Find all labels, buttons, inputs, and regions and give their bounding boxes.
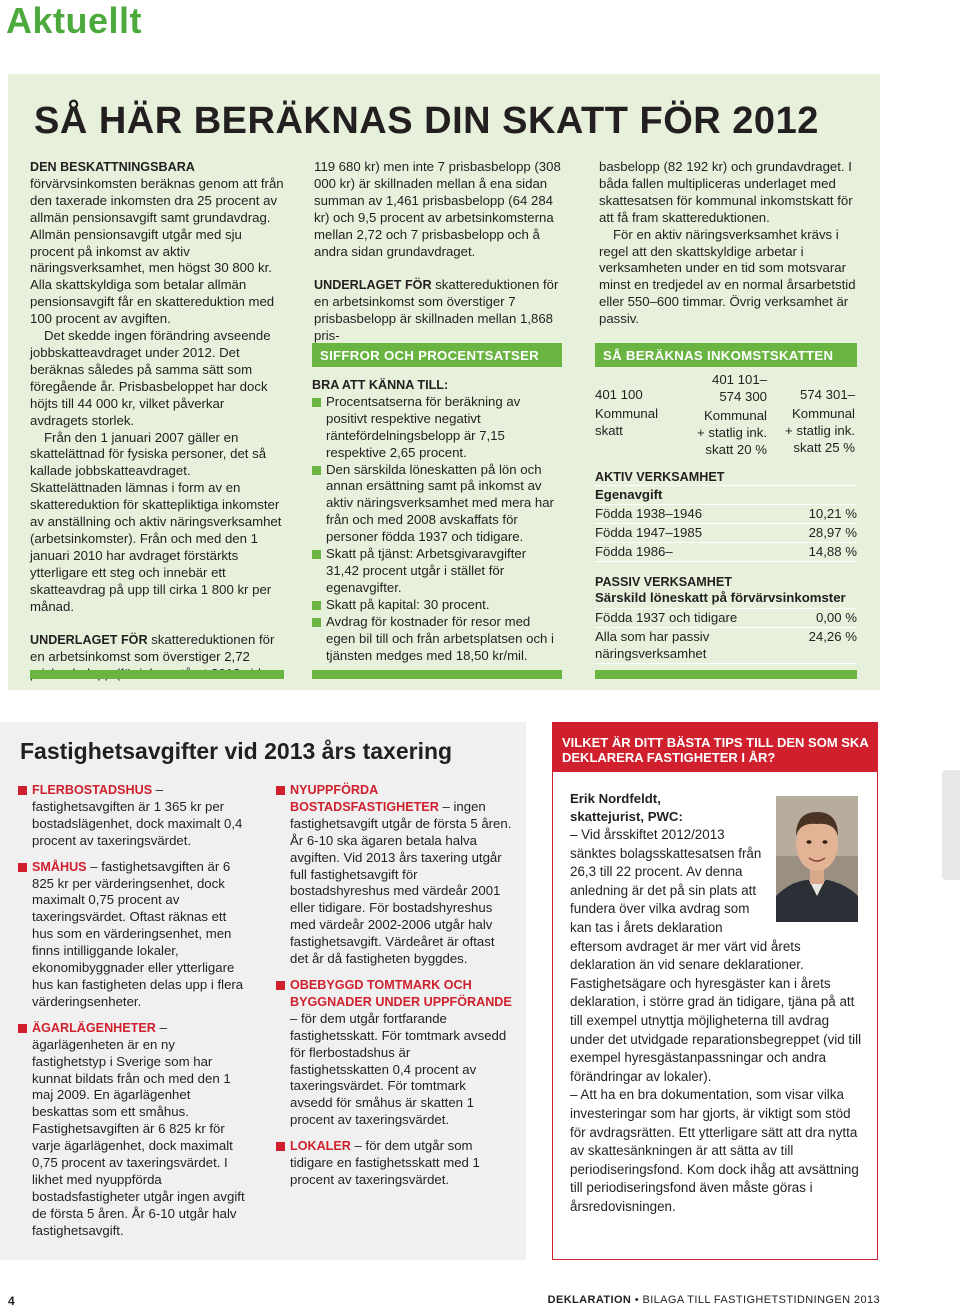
page-number: 4	[8, 1294, 15, 1306]
table-title: PASSIV VERKSAMHET	[595, 575, 732, 589]
paragraph: Det skedde ingen förändring avseende jobbskatteavdraget under 2012. Det beräknas således på samma sätt som föregående år. Prisbasbeloppet har dock höjts till 44 000 kr, vilket påverkar avdragets storlek.	[30, 328, 271, 428]
table-row	[595, 505, 857, 524]
page-title: SÅ HÄR BERÄKNAS DIN SKATT FÖR 2012	[34, 100, 819, 142]
row-label-line: Alla som har passiv	[595, 629, 710, 644]
table-row	[595, 543, 857, 562]
paragraph: För en aktiv näringsverksamhet krävs i regel att den skattskyldige arbetar i verksamheten under en tid som motsvarar minst en tredjedel av en normal årsarbetstid eller 550–600 timmar. Övrig verksamhet är passiv.	[599, 226, 856, 327]
row-value: 14,88 %	[808, 544, 857, 559]
paragraph: 119 680 kr) men inte 7 prisbasbelopp (308 000 kr) är skillnaden mellan å ena sidan summan av 1,461 prisbasbelopp (64 284 kr) och 9,5 procent av arbetsinkomsterna mellan 2,72 och 7 prisbasbelopp och å andra sidan grundavdraget.	[314, 159, 561, 259]
lead-in: UNDERLAGET FÖR	[314, 278, 432, 293]
table-title: AKTIV VERKSAMHET	[595, 468, 857, 486]
bracket-amount: 574 300	[719, 388, 767, 404]
column-rule	[595, 670, 857, 679]
bracket-label: skatt	[595, 422, 623, 438]
list-item	[276, 977, 512, 1129]
paragraph-text: skattereduktionen för en arbetsinkomst som överstiger 7 prisbasbelopp är skillnaden mellan 1,868 pris-	[314, 277, 559, 344]
table-subtitle: Egenavgift	[595, 486, 857, 505]
paragraph: – Vid årsskiftet 2012/2013 sänktes bolagsskattesatsen från 26,3 till 22 procent. Av denna anledning är det på sin plats att fundera över vilka avdrag som kan tas i årets deklaration eftersom avdraget är mer värt vid årets deklaration än vid senare deklarationer. Fastighetsägare och hyresgäster kan i årets deklaration, i större grad än tidigare, tjäna på att till exempel utnyttja möjligheterna till avdrag under det utvidgade reparationsbegreppet (vid till exempel hyresgästanpassningar och andra förändringar av lokaler).	[570, 827, 862, 1084]
bracket-amount: 574 301–	[799, 387, 855, 402]
row-label: Födda 1986–	[595, 544, 673, 559]
expert-role: skattejurist, PWC:	[570, 809, 683, 824]
bracket-2	[687, 372, 767, 459]
table-subtitle: Särskild löneskatt på förvärvsinkomster	[595, 590, 857, 609]
section-band: SIFFROR OCH PROCENTSATSER	[312, 343, 562, 367]
lead-in: DEN BESKATTNINGSBARA	[30, 160, 195, 174]
row-label: Födda 1937 och tidigare	[595, 610, 738, 625]
list-item: Skatt på tjänst: Arbetsgivaravgifter 31,42 procent utgår i stället för egenavgifter.	[312, 546, 562, 597]
table-row	[595, 524, 857, 543]
footer-publication	[548, 1294, 880, 1306]
aktiv-table	[595, 468, 857, 562]
column-2	[314, 159, 562, 345]
row-value: 24,26 %	[808, 629, 857, 644]
row-value: 10,21 %	[808, 506, 857, 521]
footer-separator: •	[634, 1294, 639, 1306]
bracket-label: Kommunal	[791, 405, 855, 421]
paragraph-text: skattereduktionen för en arbetsinkomst som överstiger 2,72	[30, 632, 275, 665]
table-row	[595, 609, 857, 628]
row-label	[595, 629, 709, 663]
bracket-label: + statlig ink.	[784, 422, 855, 438]
paragraph	[30, 159, 284, 328]
item-text: – fastighetsavgiften är 1 365 kr per bostadslägenhet, dock maximalt 0,4 procent av taxeringsvärdet.	[32, 782, 243, 848]
bracket-3	[775, 387, 855, 457]
paragraph: basbelopp (82 192 kr) och grundavdraget. I båda fallen multipliceras underlaget med skattesatsen för kommunal inkomstskatt för att få fram skattereduktionen.	[599, 159, 853, 225]
item-heading: FLERBOSTADSHUS	[32, 783, 153, 797]
bracket-amount: 401 100	[595, 387, 643, 402]
row-label-line: näringsverksamhet	[595, 645, 707, 661]
paragraph-text: förvärvsinkomsten beräknas genom att från den taxerade inkomsten dra 25 procent av allmän pensionsavgift samt grundavdrag. Allmän pensionsavgift utgår med sju procent på inkomst av aktiv näringsverksamhet, men högst 30 800 kr. Alla skattskyldiga som betalar allmän pensionsavgift får en skattereduktion med 100 procent av avgiften.	[30, 175, 284, 327]
item-heading: OBEBYGGD TOMTMARK OCH BYGGNADER UNDER UPPFÖRANDE	[290, 977, 512, 1009]
list-item: Skatt på kapital: 30 procent.	[312, 597, 562, 614]
row-label: Födda 1947–1985	[595, 525, 703, 540]
bracket-label: skatt 20 %	[705, 441, 767, 457]
paragraph	[314, 277, 562, 345]
paragraph: Från den 1 januari 2007 gäller en skattelättnad för fysiska personer, det så kallade jobbskatteavdraget. Skattelättnaden lämnas i form av en skattereduktion för skattepliktiga inkomster av anställning och aktiv näringsverksamhet (arbetsinkomster). Från och med den 1 januari 2010 har avdraget förstärkts ytterligare ett steg och innebär ett skatteavdrag på upp till cirka 1 800 kr per månad.	[30, 429, 282, 614]
item-heading: LOKALER	[290, 1139, 351, 1154]
item-text: – ingen fastighetsavgift utgår de första 5 åren. År 6-10 ska ägaren betala halva avgiften. Vid 2013 års taxering utgår full fastighetsavgift för bostadshyreshus med värdeår 2001 eller tidigare. För bostadshyreshus med värdeår 2002-2006 utgår halv fastighetsavgift. Värdeåret är oftast det år då fastigheten byggdes.	[290, 798, 512, 967]
bracket-label: Kommunal	[703, 407, 767, 423]
list-item: Procentsatserna för beräkning av positivt respektive negativt räntefördelningsbelopp är 7,15 respektive 2,65 procent.	[312, 394, 562, 462]
item-heading: ÄGARLÄGENHETER	[32, 1020, 156, 1035]
list-item: Den särskilda löneskatten på lön och annan ersättning samt på inkomst av aktiv näringsverksamhet med mera har från och med 2008 avskaffats för personer födda 1937 och tidigare.	[312, 462, 562, 547]
facts-subheading: BRA ATT KÄNNA TILL:	[312, 378, 449, 392]
bracket-label: Kommunal	[595, 405, 659, 421]
item-heading: SMÅHUS	[32, 859, 87, 874]
photo-spacer	[770, 826, 866, 936]
list-item	[276, 782, 512, 968]
expert-name: Erik Nordfeldt,	[570, 791, 661, 806]
column-3	[599, 159, 857, 328]
tips-heading: VILKET ÄR DITT BÄSTA TIPS TILL DEN SOM SKA DEKLARERA FASTIGHETER I ÅR?	[552, 722, 878, 772]
item-text: – för dem utgår fortfarande fastighetsskatt. För tomtmark avsedd för flerbostadshus är fastighetsskatten 0,4 procent av taxeringsvärdet. För tomtmark avsedd för småhus är skatten 1 procent av taxeringsvärdet.	[290, 1010, 507, 1128]
item-text: – fastighetsavgiften är 6 825 kr per värderingsenhet, dock maximalt 0,75 procent av taxeringsvärdet. Oftast räknas ett hus som en värderingsenhet, men finns intilliggande lokaler, ekonomibyggnader eller ytterligare hus kan fastigheten delas upp i flera värderingsenheter.	[32, 858, 244, 1009]
item-text: – för dem utgår som tidigare en fastighetsskatt med 1 procent av taxeringsvärdet.	[290, 1138, 480, 1187]
property-fee-col-1	[18, 782, 250, 1240]
table-row	[595, 628, 857, 664]
footer-text: BILAGA TILL FASTIGHETSTIDNINGEN 2013	[642, 1294, 880, 1306]
list-item	[18, 1020, 250, 1240]
row-value: 28,97 %	[808, 525, 857, 540]
list-item	[18, 782, 250, 850]
expert-answer	[570, 826, 866, 1216]
page-edge-decoration	[942, 770, 960, 880]
row-label: Födda 1938–1946	[595, 506, 703, 521]
expert-byline	[570, 790, 770, 826]
section-heading: Aktuellt	[6, 0, 143, 41]
column-1	[30, 159, 284, 683]
footer-brand: DEKLARATION	[547, 1294, 632, 1306]
list-item: Avdrag för kostnader för resor med egen bil till och från arbetsplatsen och i tjänsten medges med 18,50 kr/mil.	[312, 614, 562, 665]
row-value: 0,00 %	[815, 610, 857, 625]
facts-list	[312, 377, 562, 664]
property-fee-title: Fastighetsavgifter vid 2013 års taxering	[20, 738, 453, 764]
bracket-1	[595, 387, 658, 440]
item-text: – ägarlägenheten är en ny fastighetstyp i Sverige som har kunnat bildats från och med den 1 maj 2009. En ägarlägenhet beskattas som ett småhus. Fastighetsavgiften är 6 825 kr för varje ägarlägenhet, dock maximalt 0,75 procent av taxeringsvärdet. I likhet med nyuppförda bostadsfastigheter utgår ingen avgift de första 5 åren. År 6-10 utgår halv fastighetsavgift.	[32, 1019, 245, 1238]
item-heading: NYUPPFÖRDA BOSTADSFASTIGHETER	[290, 783, 439, 814]
bracket-label: + statlig ink.	[696, 424, 767, 440]
section-band: SÅ BERÄKNAS INKOMSTSKATTEN	[595, 343, 857, 367]
lead-in: UNDERLAGET FÖR	[30, 633, 148, 648]
passiv-table	[595, 573, 857, 664]
list-item	[18, 859, 250, 1011]
income-tax-table	[595, 372, 857, 462]
column-rule	[30, 670, 284, 679]
paragraph: – Att ha en bra dokumentation, som visar vilka investeringar som har gjorts, är viktigt som stöd för avdragsrätten. Ett ytterligare sätt att dra nytta av skattesänkningen är att sätta av till periodiseringsfond. Kom dock ihåg att avsättning till periodiseringsfond även måste göras i årsredovisningen.	[570, 1087, 859, 1214]
column-rule	[312, 670, 562, 679]
list-item	[276, 1138, 512, 1189]
bracket-amount: 401 101–	[711, 372, 767, 387]
bracket-label: skatt 25 %	[793, 439, 855, 455]
property-fee-col-2	[276, 782, 512, 1189]
